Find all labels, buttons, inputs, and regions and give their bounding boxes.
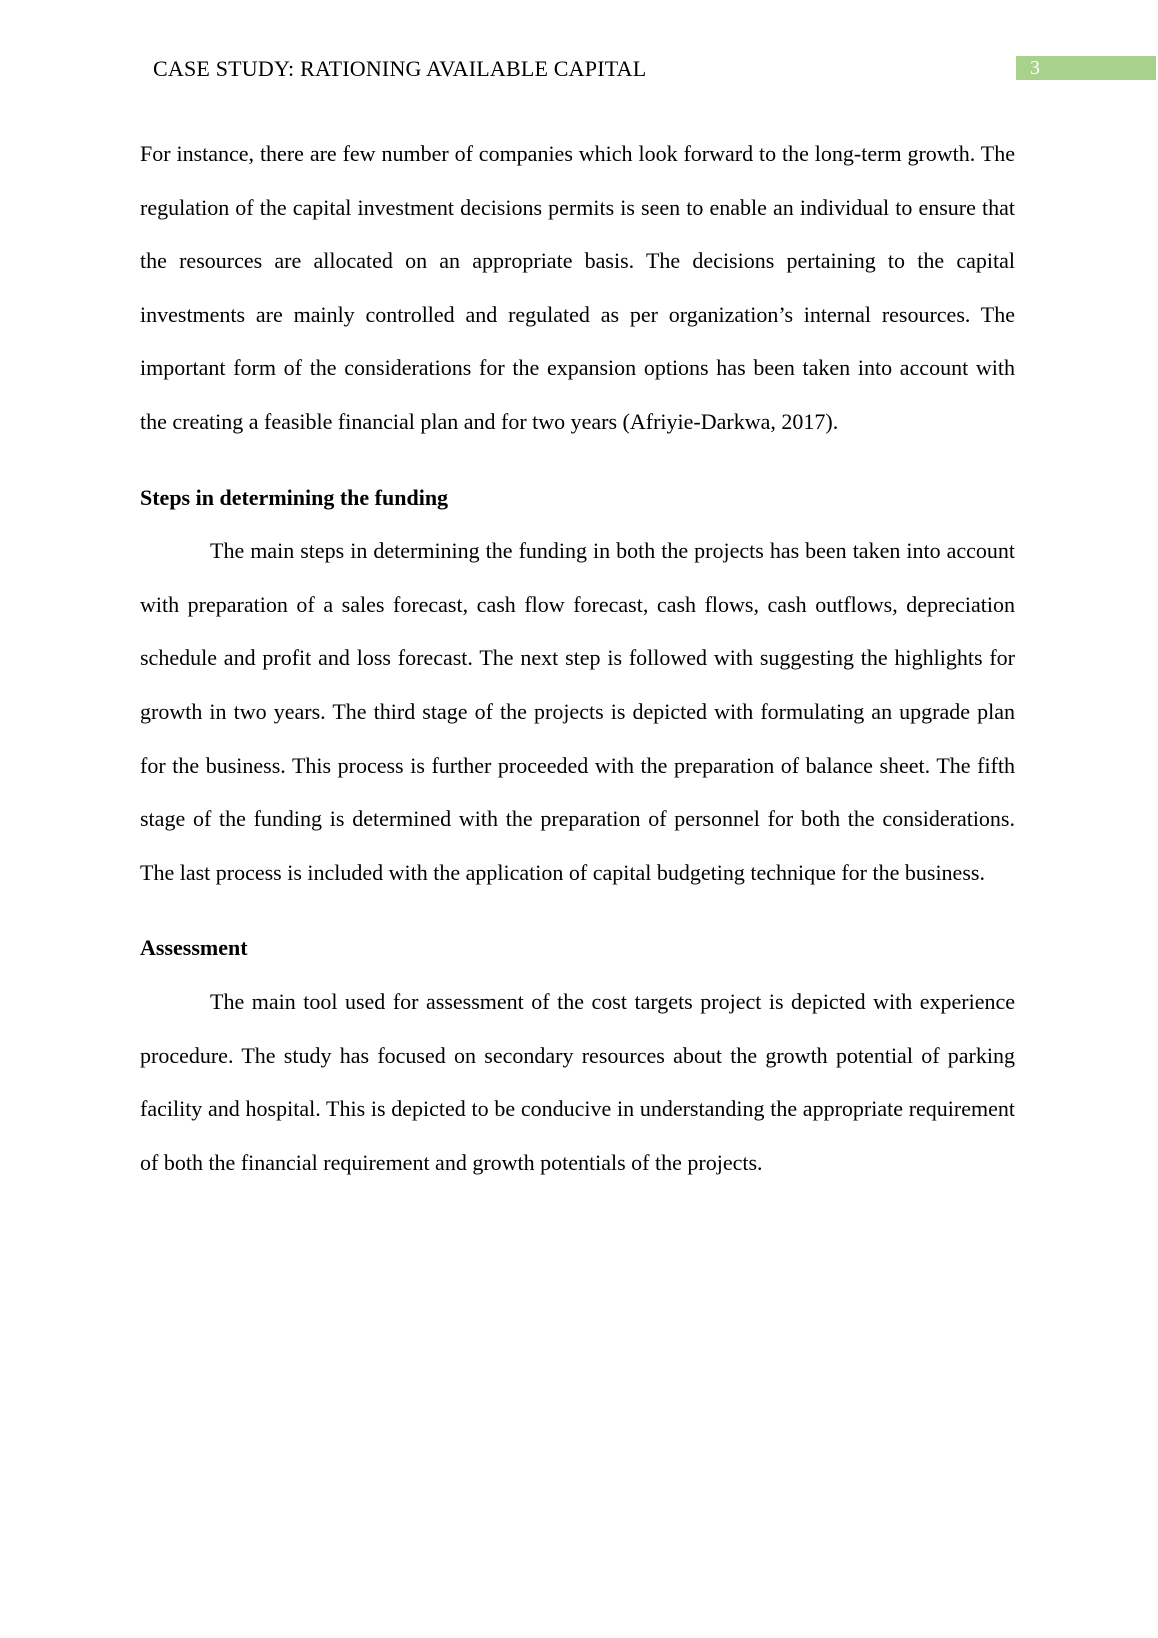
section-heading-assessment: Assessment [140,935,248,961]
page-number: 3 [1030,57,1040,79]
intro-paragraph: For instance, there are few number of companies which look forward to the long-term growth. The regulation of the capital investment decisions permits is seen to enable an individual to ensure that the resources are allocated on an appropriate basis. The decisions pertaining to the capital investments are mainly controlled and regulated as per organization’s internal resources. The important form of the considerations for the expansion options has been taken into account with the creating a feasible financial plan and for two years (Afriyie-Darkwa, 2017). [140,141,1015,434]
document-body [140,127,1015,1189]
running-head: CASE STUDY: RATIONING AVAILABLE CAPITAL [153,56,647,81]
page-header [0,54,1158,84]
funding-steps-paragraph: The main steps in determining the funding in both the projects has been taken into account with preparation of a sales forecast, cash flow forecast, cash flows, cash outflows, depreciation schedule and profit and loss forecast. The next step is followed with suggesting the highlights for growth in two years. The third stage of the projects is depicted with formulating an upgrade plan for the business. This process is further proceeded with the preparation of balance sheet. The fifth stage of the funding is determined with the preparation of personnel for both the considerations. The last process is included with the application of capital budgeting technique for the business. [140,538,1015,885]
page-number-badge [1016,56,1156,80]
assessment-paragraph: The main tool used for assessment of the cost targets project is depicted with experience procedure. The study has focused on secondary resources about the growth potential of parking facility and hospital. This is depicted to be conducive in understanding the appropriate requirement of both the financial requirement and growth potentials of the projects. [140,988,1015,1175]
section-heading-funding-steps: Steps in determining the funding [140,484,449,510]
